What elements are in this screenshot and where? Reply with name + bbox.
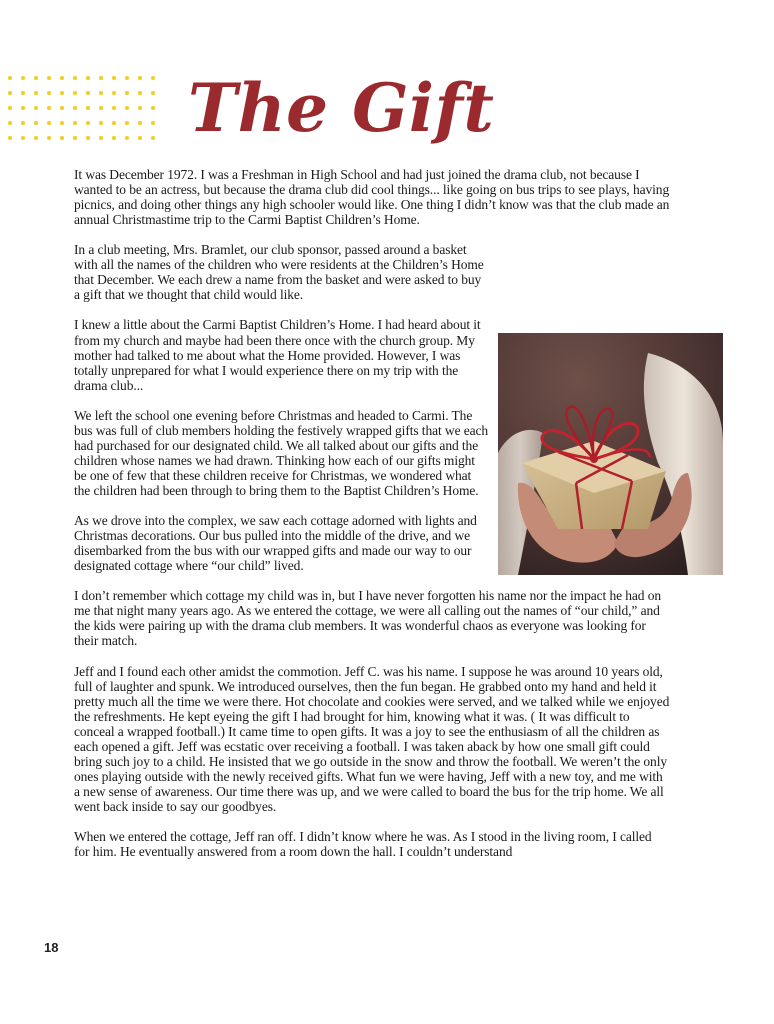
decorative-dot [47, 76, 51, 80]
decorative-dot [112, 76, 116, 80]
decorative-dot [8, 76, 12, 80]
decorative-dot [151, 76, 155, 80]
decorative-dot [60, 91, 64, 95]
decorative-dot [60, 106, 64, 110]
decorative-dot-grid [8, 76, 164, 151]
decorative-dot [138, 76, 142, 80]
decorative-dot [47, 136, 51, 140]
decorative-dot [86, 106, 90, 110]
decorative-dot [73, 76, 77, 80]
decorative-dot [99, 121, 103, 125]
decorative-dot [21, 121, 25, 125]
decorative-dot [151, 136, 155, 140]
decorative-dot [138, 121, 142, 125]
decorative-dot [60, 76, 64, 80]
gift-box-in-hands-photo [498, 333, 723, 575]
decorative-dot [138, 136, 142, 140]
decorative-dot [8, 121, 12, 125]
decorative-dot [21, 136, 25, 140]
decorative-dot [73, 106, 77, 110]
decorative-dot [34, 106, 38, 110]
decorative-dot [125, 121, 129, 125]
decorative-dot [125, 136, 129, 140]
decorative-dot [99, 106, 103, 110]
article-paragraph: I don’t remember which cottage my child was in, but I have never forgotten his name nor the impact he had on me that night many years ago. As we entered the cottage, we were all calling out the names of “our child,” and the kids were pairing up with the drama club members. It was wonderful chaos as everyone was looking for their match. [74, 588, 662, 649]
decorative-dot [99, 136, 103, 140]
decorative-dot [8, 136, 12, 140]
decorative-dot [47, 121, 51, 125]
decorative-dot [125, 106, 129, 110]
decorative-dot [21, 106, 25, 110]
decorative-dot [151, 91, 155, 95]
article-body [74, 167, 670, 859]
decorative-dot [151, 106, 155, 110]
decorative-dot [86, 121, 90, 125]
decorative-dot [34, 121, 38, 125]
article-paragraph: Jeff and I found each other amidst the commotion. Jeff C. was his name. I suppose he was around 10 years old, full of laughter and spunk. We introduced ourselves, then the fun began. He grabbed onto my hand and held it pretty much all the time we were there. Hot chocolate and cookies were served, and we talked while we enjoyed the refreshments. He kept eyeing the gift I had brought for him, knowing what it was. ( It was difficult to conceal a wrapped football.) It came time to open gifts. It was a joy to see the enthusiasm of all the children as each opened a gift. Jeff was ecstatic over receiving a football. I was taken aback by how one small gift could bring such joy to a child. He insisted that we go outside in the snow and throw the football. We weren’t the only ones playing outside with the newly received gifts. What fun we were having, Jeff with a new toy, and me with a new sense of awareness. Our time there was up, and we were called to board the bus for the trip home. We all went back inside to say our goodbyes. [74, 663, 670, 814]
decorative-dot [99, 91, 103, 95]
decorative-dot [138, 106, 142, 110]
decorative-dot [99, 76, 103, 80]
decorative-dot [34, 76, 38, 80]
decorative-dot [151, 121, 155, 125]
decorative-dot [21, 91, 25, 95]
decorative-dot [125, 76, 129, 80]
page-number: 18 [44, 940, 59, 955]
decorative-dot [60, 136, 64, 140]
decorative-dot [8, 91, 12, 95]
decorative-dot [34, 136, 38, 140]
decorative-dot [112, 106, 116, 110]
decorative-dot [125, 91, 129, 95]
decorative-dot [73, 91, 77, 95]
decorative-dot [86, 76, 90, 80]
decorative-dot [8, 106, 12, 110]
decorative-dot [112, 121, 116, 125]
article-paragraph: As we drove into the complex, we saw each cottage adorned with lights and Christmas decorations. Our bus pulled into the middle of the drive, and we disembarked from the bus with our wrapped gifts and made our way to our designated cottage where “our child” lived. [74, 513, 477, 574]
decorative-dot [73, 136, 77, 140]
decorative-dot [73, 121, 77, 125]
article-paragraph: We left the school one evening before Christmas and headed to Carmi. The bus was full of club members holding the festively wrapped gifts that we each had purchased for our designated child. We all talked about our gifts and the children whose names we had drawn. Thinking how each of our gifts might be one of few that these children receive for Christmas, we wondered what the children had been through to bring them to the Baptist Children’s Home. [74, 407, 489, 498]
decorative-dot [34, 91, 38, 95]
decorative-dot [21, 76, 25, 80]
decorative-dot [86, 136, 90, 140]
decorative-dot [60, 121, 64, 125]
article-paragraph: It was December 1972. I was a Freshman in High School and had just joined the drama club, not because I wanted to be an actress, but because the drama club did cool things... like going on bus trips to see plays, having picnics, and doing other things any high schooler would like. One thing I didn’t know was that the club made an annual Christmastime trip to the Carmi Baptist Children’s Home. [74, 167, 670, 228]
decorative-dot [47, 91, 51, 95]
decorative-dot [86, 91, 90, 95]
decorative-dot [112, 91, 116, 95]
article-paragraph: When we entered the cottage, Jeff ran off. I didn’t know where he was. As I stood in the living room, I called for him. He eventually answered from a room down the hall. I couldn’t understand [74, 829, 652, 860]
article-paragraph: I knew a little about the Carmi Baptist Children’s Home. I had heard about it from my church and maybe had been there once with the church group. My mother had talked to me about what the Home provided. However, I was totally unprepared for what I would experience there on my trip with the drama club... [74, 317, 481, 393]
page-title: The Gift [188, 69, 495, 147]
article-paragraph: In a club meeting, Mrs. Bramlet, our club sponsor, passed around a basket with all the names of the children who were residents at the Children’s Home that December. We each drew a name from the basket and were asked to buy a gift that we thought that child would like. [74, 242, 484, 303]
decorative-dot [47, 106, 51, 110]
decorative-dot [138, 91, 142, 95]
decorative-dot [112, 136, 116, 140]
